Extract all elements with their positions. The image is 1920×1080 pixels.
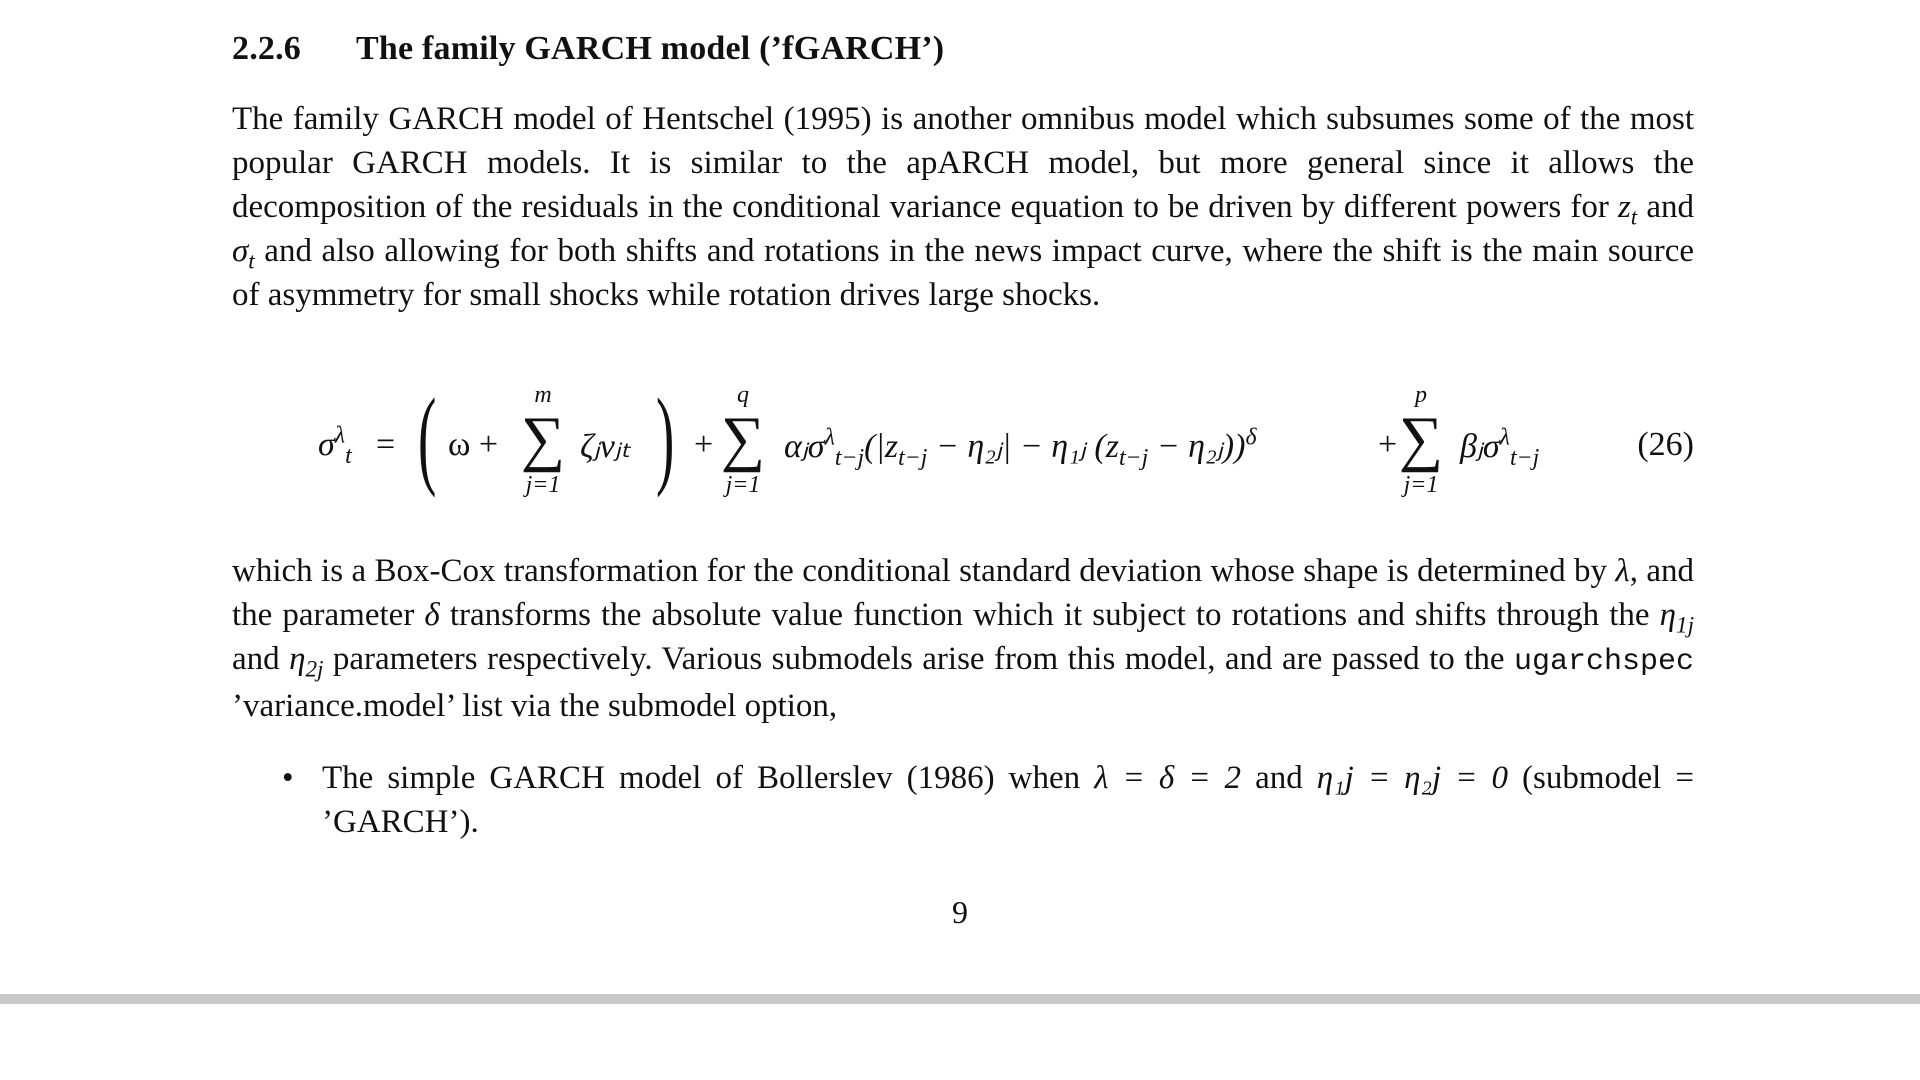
- section-title: The family GARCH model (’fGARCH’): [356, 30, 945, 67]
- equation-26: [318, 376, 1694, 522]
- paragraph-intro-and: and: [1637, 189, 1694, 225]
- bullet-icon: •: [282, 760, 294, 796]
- p2-text-6: ’variance.model’ list via the submodel option,: [232, 688, 838, 724]
- math-lambda: λ: [1615, 553, 1630, 589]
- submodel-list: [282, 756, 1694, 844]
- term-beta: βⱼσ$^\lambda_{t-j}$: [1460, 424, 1540, 471]
- p2-text-3: transforms the absolute value function which it subject to rotations and shifts through the: [439, 597, 1660, 633]
- math-z-t: $z_t$: [1617, 189, 1638, 230]
- bullet-text-2: and: [1241, 760, 1317, 796]
- term-omega: ω +: [448, 426, 499, 463]
- equation-number: (26): [1637, 426, 1694, 463]
- p2-text-1: which is a Box-Cox transformation for the conditional standard deviation whose shape is determined by: [232, 553, 1616, 589]
- list-item: [282, 756, 1694, 844]
- plus-2: +: [1378, 426, 1398, 463]
- math-delta: δ: [424, 597, 440, 633]
- paragraph-intro: [232, 97, 1694, 317]
- math-sigma-t: $\sigma_t$: [232, 233, 255, 274]
- term-alpha: $\alpha ⱼ\sigma^\lambda_{t-j}(|z_{t-j}$ − η₂ⱼ| − η₁ⱼ ($z_{t-j}$ − η₂ⱼ))$^\delta$: [784, 424, 1257, 471]
- right-paren: ): [656, 376, 675, 498]
- p2-text-2: , and the parameter: [232, 553, 1694, 633]
- math-eta-1j: $\eta_{1j}$: [1659, 597, 1695, 638]
- paragraph-boxcox: [232, 549, 1694, 728]
- bullet-text-1: The simple GARCH model of Bollerslev (1986) when: [322, 760, 1095, 796]
- paragraph-intro-text-2: and also allowing for both shifts and rotations in the news impact curve, where the shift is the main source of asymmetry for small shocks while rotation drives large shocks.: [232, 233, 1694, 313]
- equation-equals: =: [376, 426, 396, 463]
- sum-3: p ∑ j=1: [1398, 382, 1444, 498]
- bullet-text-3: (submodel = ’GARCH’).: [322, 760, 1694, 840]
- left-paren: (: [418, 376, 437, 498]
- plus-1: +: [694, 426, 714, 463]
- math-eta-2j: $\eta_{2j}$: [289, 641, 324, 682]
- bullet-math-1: λ = δ = 2: [1094, 760, 1242, 796]
- section-heading: [232, 30, 944, 68]
- code-ugarchspec: ugarchspec: [1513, 645, 1694, 679]
- sum-1: m ∑ j=1: [520, 382, 566, 498]
- equation-lhs: $\sigma^\lambda_t$: [318, 422, 352, 469]
- term-zeta: ζⱼvⱼₜ: [580, 428, 631, 465]
- page-number: 9: [952, 894, 968, 930]
- sum-2: q ∑ j=1: [720, 382, 766, 498]
- p2-text-5: parameters respectively. Various submodels arise from this model, and are passed to the: [323, 641, 1514, 677]
- p2-text-4: and: [232, 641, 290, 677]
- bullet-math-2: η₁j = η₂j = 0: [1316, 760, 1508, 796]
- section-number: 2.2.6: [232, 30, 301, 67]
- page-divider: [0, 994, 1920, 1004]
- paragraph-intro-text-1: The family GARCH model of Hentschel (1995) is another omnibus model which subsumes some of the most popular GARCH models. It is similar to the apARCH model, but more general since it allows the decomposition of the residuals in the conditional variance equation to be driven by different powers for: [232, 101, 1694, 225]
